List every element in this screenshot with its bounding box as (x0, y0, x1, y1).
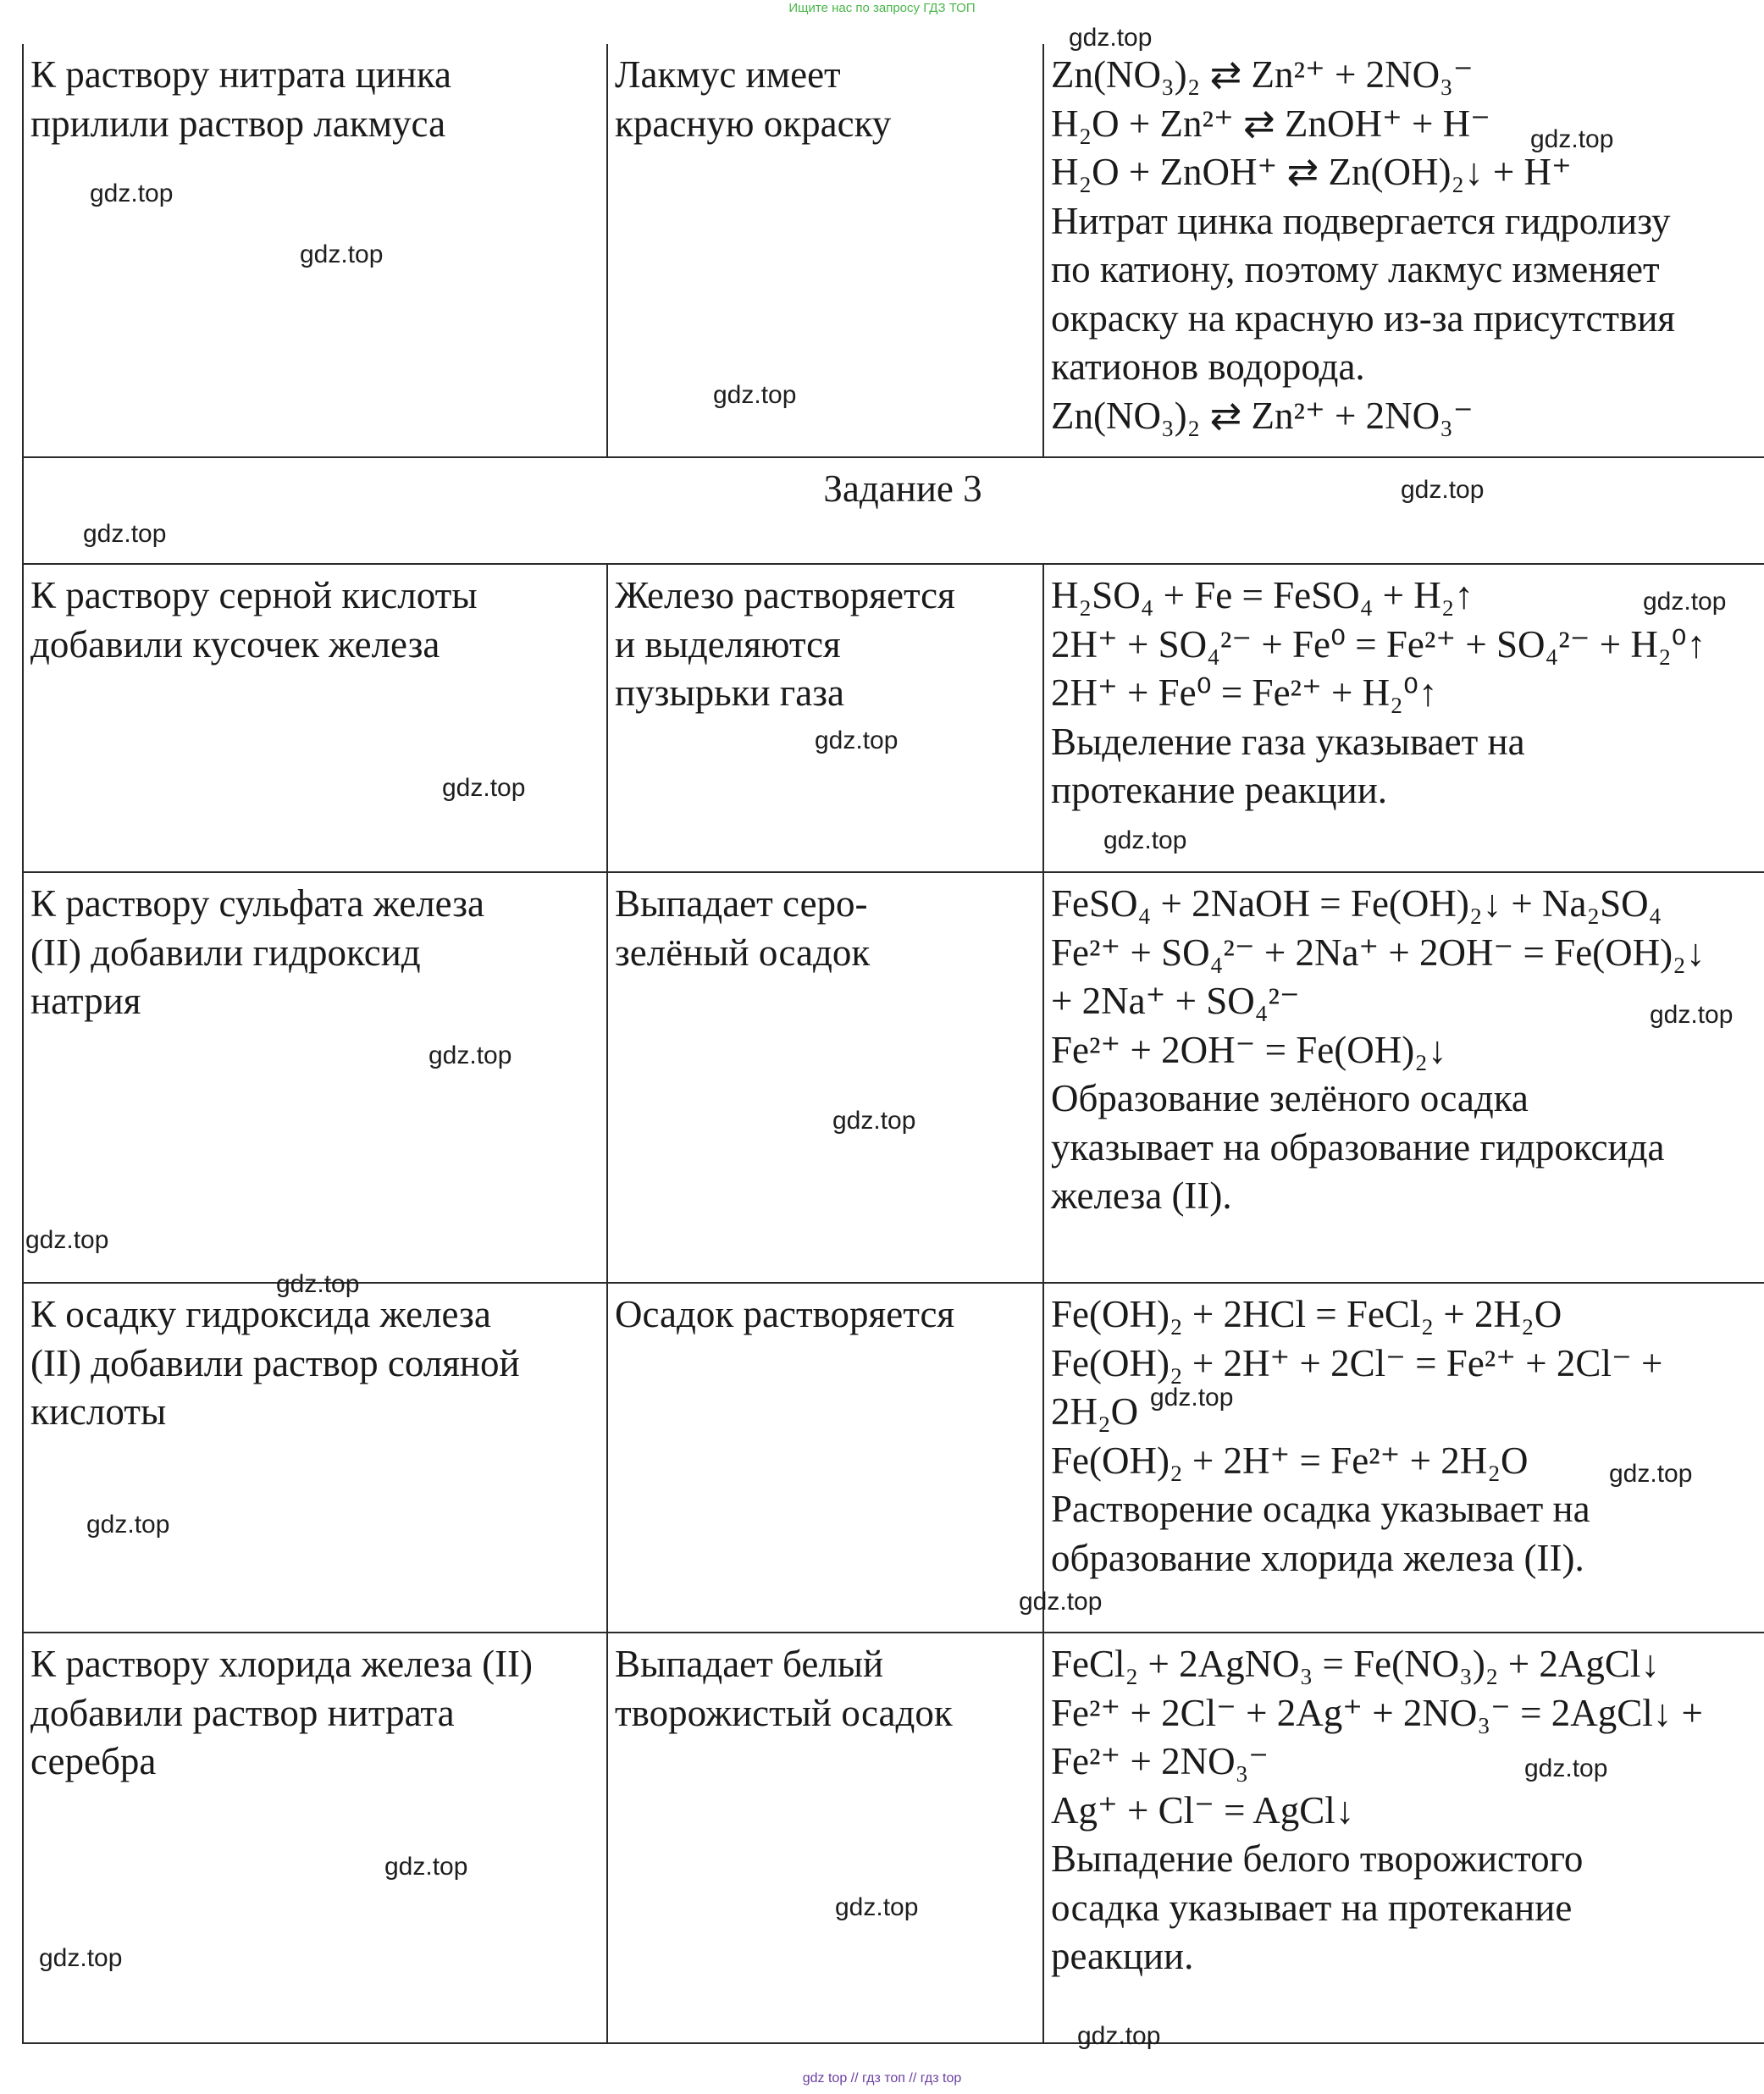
experiment-line: добавили кусочек железа (30, 622, 440, 666)
observation-line: красную окраску (615, 102, 892, 145)
observation-line: пузырьки газа (615, 671, 844, 714)
conclusion-line: протекание реакции. (1051, 769, 1388, 811)
conclusion-line: катионов водорода. (1051, 345, 1365, 388)
equation-cell (1043, 44, 1764, 457)
equation-line: FeCl₂ + 2AgNO₃ = Fe(NO₃)₂ + 2AgCl↓ (1051, 1643, 1660, 1685)
conclusion-line: Образование зелёного осадка (1051, 1077, 1529, 1119)
observation-line: Лакмус имеет (615, 53, 841, 96)
experiment-cell (23, 1283, 607, 1633)
watermark: gdz.top (83, 520, 167, 548)
watermark: gdz.top (1524, 1754, 1608, 1782)
conclusion-line: Выделение газа указывает на (1051, 720, 1525, 763)
equation-line: 2H₂O (1051, 1390, 1139, 1433)
observation-line: Железо растворяется (615, 574, 955, 616)
table-row (23, 44, 1764, 457)
equation-line: 2H⁺ + SO₄²⁻ + Fe⁰ = Fe²⁺ + SO₄²⁻ + H₂⁰↑ (1051, 622, 1706, 666)
watermark: gdz.top (835, 1893, 919, 1921)
equation-line: Ag⁺ + Cl⁻ = AgCl↓ (1051, 1788, 1355, 1832)
equation-line: Fe²⁺ + 2NO₃⁻ (1051, 1740, 1269, 1782)
observation-line: Выпадает серо- (615, 882, 868, 925)
watermark: gdz.top (442, 774, 526, 802)
watermark: gdz.top (713, 381, 797, 409)
footer-link[interactable]: гдз топ (862, 2071, 905, 2086)
watermark: gdz.top (86, 1511, 170, 1539)
conclusion-line: Выпадение белого творожистого (1051, 1837, 1584, 1880)
footer-link[interactable]: гдз top (920, 2071, 962, 2086)
footer-separator: // (850, 2071, 859, 2086)
observation-line: Осадок растворяется (615, 1293, 955, 1335)
watermark: gdz.top (1650, 1001, 1734, 1029)
conclusion-line: указывает на образование гидроксида (1051, 1125, 1665, 1169)
experiment-line: добавили раствор нитрата (30, 1691, 455, 1734)
footer-links (0, 2071, 1764, 2086)
observation-cell (607, 1283, 1043, 1633)
equation-line: Fe(OH)₂ + 2H⁺ + 2Cl⁻ = Fe²⁺ + 2Cl⁻ + (1051, 1341, 1663, 1384)
experiment-line: (II) добавили гидроксид (30, 931, 421, 974)
table-row (23, 1283, 1764, 1633)
table-row (23, 872, 1764, 1283)
watermark: gdz.top (276, 1270, 360, 1298)
equation-line: Zn(NO₃)₂ ⇄ Zn²⁺ + 2NO₃⁻ (1051, 394, 1474, 437)
experiment-line: (II) добавили раствор соляной (30, 1341, 520, 1384)
experiment-line: К осадку гидроксида железа (30, 1293, 491, 1335)
experiment-cell (23, 872, 607, 1283)
equation-line: H₂O + ZnOH⁺ ⇄ Zn(OH)₂↓ + H⁺ (1051, 151, 1572, 193)
equation-line: Fe²⁺ + 2OH⁻ = Fe(OH)₂↓ (1051, 1028, 1447, 1071)
footer-link[interactable]: gdz top (802, 2071, 848, 2086)
experiment-line: кислоты (30, 1390, 167, 1433)
section-title: Задание 3 (23, 457, 1764, 564)
observation-line: Выпадает белый (615, 1643, 884, 1685)
conclusion-line: окраску на красную из-за присутствия (1051, 296, 1676, 340)
watermark: gdz.top (1401, 476, 1485, 504)
footer-separator: // (909, 2071, 917, 2086)
conclusion-line: осадка указывает на протекание (1051, 1886, 1573, 1929)
table-row (23, 564, 1764, 872)
section-row (23, 457, 1764, 564)
observation-line: и выделяются (615, 622, 841, 666)
conclusion-line: реакции. (1051, 1935, 1194, 1977)
watermark: gdz.top (815, 727, 899, 754)
watermark: gdz.top (832, 1107, 916, 1135)
watermark: gdz.top (384, 1853, 468, 1881)
equation-line: Zn(NO₃)₂ ⇄ Zn²⁺ + 2NO₃⁻ (1051, 53, 1474, 96)
experiment-line: прилили раствор лакмуса (30, 102, 446, 145)
equation-line: H₂O + Zn²⁺ ⇄ ZnOH⁺ + H⁻ (1051, 102, 1490, 145)
equation-cell (1043, 1633, 1764, 2043)
watermark: gdz.top (1103, 826, 1187, 854)
experiment-line: серебра (30, 1740, 157, 1782)
conclusion-line: Нитрат цинка подвергается гидролизу (1051, 199, 1671, 242)
experiment-line: К раствору сульфата железа (30, 882, 484, 925)
equation-line: FeSO₄ + 2NaOH = Fe(OH)₂↓ + Na₂SO₄ (1051, 882, 1662, 925)
experiment-line: натрия (30, 980, 141, 1022)
equation-line: + 2Na⁺ + SO₄²⁻ (1051, 980, 1300, 1022)
observation-cell (607, 1633, 1043, 2043)
top-banner: Ищите нас по запросу ГДЗ ТОП (788, 1, 976, 15)
watermark: gdz.top (300, 240, 384, 268)
equation-line: H₂SO₄ + Fe = FeSO₄ + H₂↑ (1051, 574, 1474, 616)
conclusion-line: образование хлорида железа (II). (1051, 1536, 1584, 1579)
equation-line: Fe(OH)₂ + 2H⁺ = Fe²⁺ + 2H₂O (1051, 1439, 1529, 1482)
watermark: gdz.top (39, 1944, 123, 1972)
equation-line: Fe²⁺ + 2Cl⁻ + 2Ag⁺ + 2NO₃⁻ = 2AgCl↓ + (1051, 1691, 1703, 1734)
watermark: gdz.top (1643, 588, 1727, 616)
solution-table (22, 44, 1764, 2044)
equation-line: 2H⁺ + Fe⁰ = Fe²⁺ + H₂⁰↑ (1051, 671, 1438, 714)
experiment-line: К раствору серной кислоты (30, 574, 478, 616)
conclusion-line: по катиону, поэтому лакмус изменяет (1051, 248, 1660, 290)
experiment-cell (23, 1633, 607, 2043)
experiment-cell (23, 564, 607, 872)
observation-cell (607, 872, 1043, 1283)
conclusion-line: железа (II). (1051, 1174, 1232, 1217)
observation-line: зелёный осадок (615, 931, 871, 974)
watermark: gdz.top (1069, 24, 1153, 52)
watermark: gdz.top (25, 1226, 109, 1254)
watermark: gdz.top (1150, 1384, 1234, 1412)
table-row (23, 1633, 1764, 2043)
equation-line: Fe²⁺ + SO₄²⁻ + 2Na⁺ + 2OH⁻ = Fe(OH)₂↓ (1051, 931, 1706, 974)
equation-cell (1043, 872, 1764, 1283)
watermark: gdz.top (1019, 1588, 1103, 1616)
experiment-line: К раствору хлорида железа (II) (30, 1643, 534, 1685)
conclusion-line: Растворение осадка указывает на (1051, 1488, 1590, 1530)
observation-cell (607, 564, 1043, 872)
experiment-line: К раствору нитрата цинка (30, 53, 451, 96)
equation-line: Fe(OH)₂ + 2HCl = FeCl₂ + 2H₂O (1051, 1293, 1562, 1335)
watermark: gdz.top (90, 180, 174, 207)
observation-cell (607, 44, 1043, 457)
watermark: gdz.top (1077, 2022, 1161, 2050)
watermark: gdz.top (1609, 1460, 1693, 1488)
watermark: gdz.top (429, 1041, 512, 1069)
equation-cell (1043, 1283, 1764, 1633)
observation-line: творожистый осадок (615, 1691, 953, 1734)
watermark: gdz.top (1530, 125, 1614, 153)
